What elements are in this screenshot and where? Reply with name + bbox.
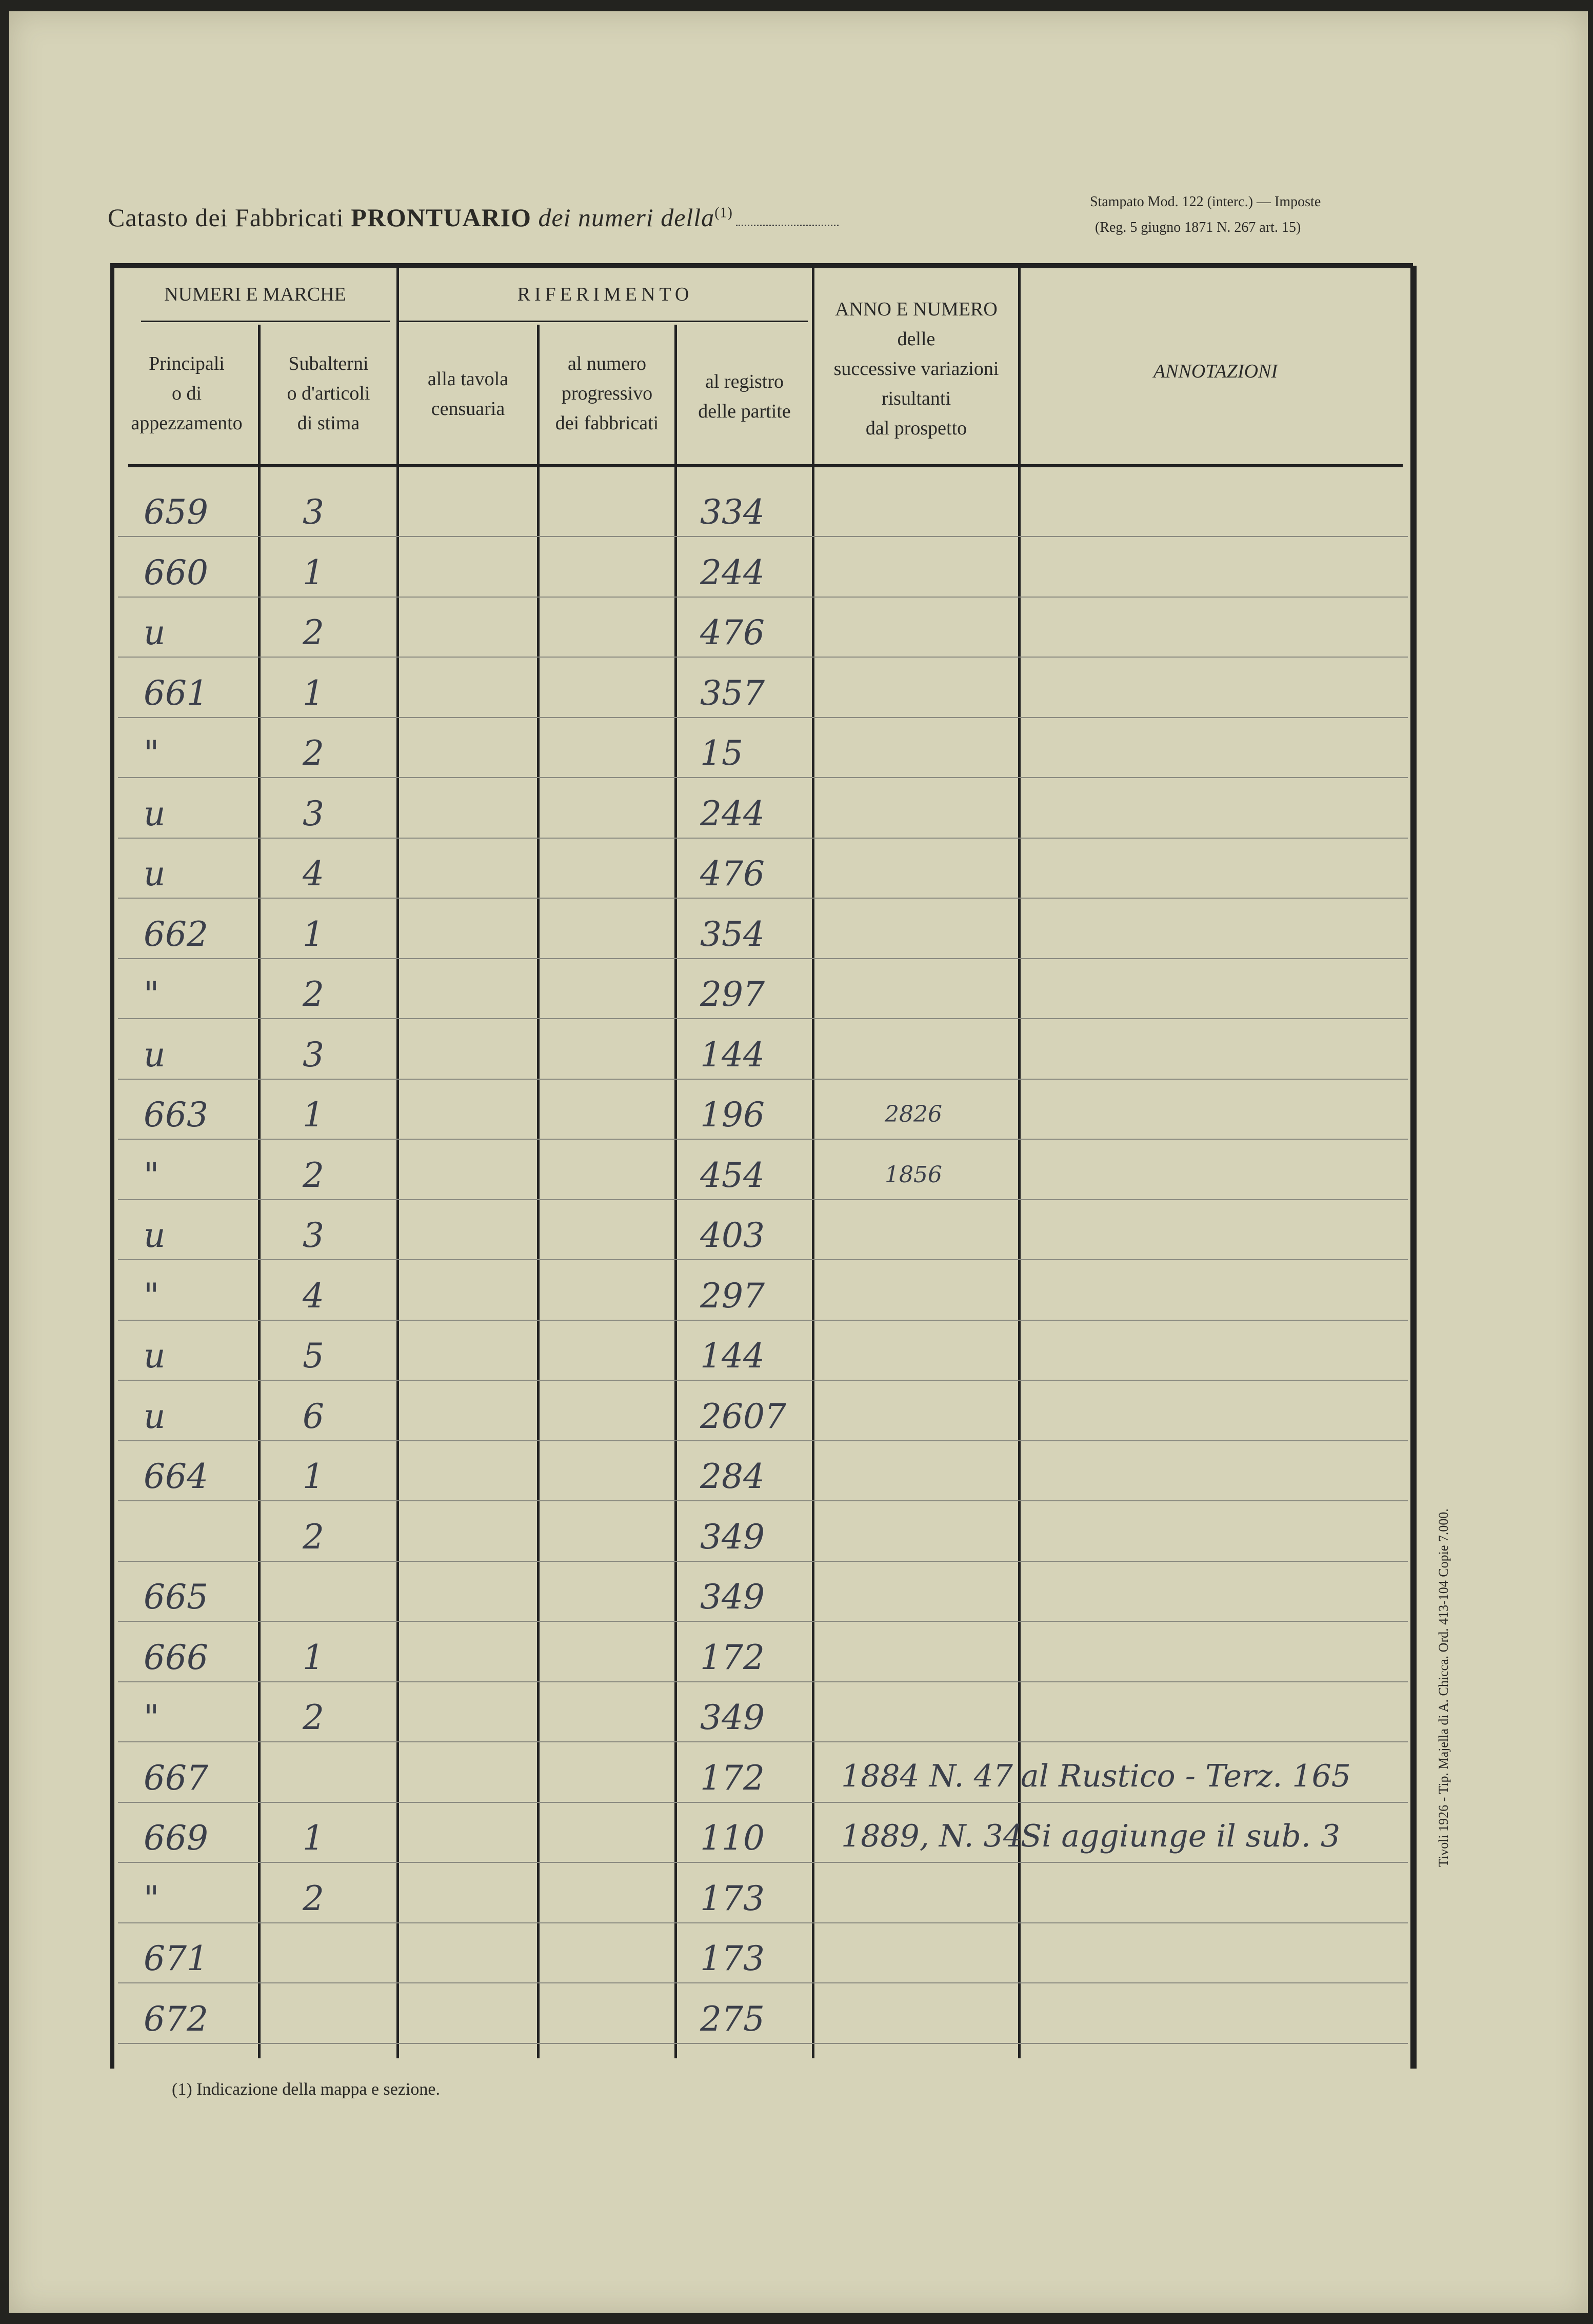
cell-subalterno: 1 <box>303 1637 324 1677</box>
col-divider-3 <box>537 325 540 2058</box>
cell-principale: u <box>144 793 166 833</box>
cell-registro: 297 <box>700 1276 765 1316</box>
cell-registro: 244 <box>700 793 765 833</box>
row-rule <box>118 1561 1408 1562</box>
header-annotazioni: ANNOTAZIONI <box>1153 361 1278 382</box>
cell-principale: " <box>144 975 160 1014</box>
row-rule <box>118 1259 1408 1260</box>
group-riferimento-underline <box>397 321 808 322</box>
row-rule <box>118 1982 1408 1983</box>
cell-principale: " <box>144 1155 160 1195</box>
header-subalterni: Subalterni o d'articoli di stima <box>287 353 370 434</box>
row-rule <box>118 1621 1408 1622</box>
row-rule <box>118 1018 1408 1019</box>
header-anno-numero: ANNO E NUMERO delle successive variazioni risultanti dal prospetto <box>833 299 999 439</box>
header-tavola: alla tavola censuaria <box>427 368 509 420</box>
table-top-border <box>110 263 1413 268</box>
row-rule <box>118 536 1408 537</box>
cell-anno: 1856 <box>885 1161 942 1188</box>
cell-subalterno: 3 <box>303 1216 324 1255</box>
header-registro: al registro delle partite <box>698 371 791 422</box>
cell-principale: " <box>144 1878 160 1918</box>
cell-registro: 172 <box>700 1637 765 1677</box>
cell-registro: 15 <box>700 733 743 773</box>
row-rule <box>118 1320 1408 1321</box>
cell-principale: 659 <box>144 492 208 532</box>
cell-registro: 275 <box>700 1999 765 2039</box>
row-rule <box>118 958 1408 959</box>
cell-principale: " <box>144 1698 160 1737</box>
row-rule <box>118 777 1408 778</box>
cell-registro: 2607 <box>700 1396 786 1436</box>
cell-anno: 1889, N. 34 <box>841 1818 1023 1854</box>
cell-registro: 172 <box>700 1758 765 1798</box>
cell-principale: u <box>144 613 166 652</box>
cell-subalterno: 2 <box>303 1517 324 1557</box>
row-rule <box>118 1079 1408 1080</box>
cell-registro: 349 <box>700 1517 765 1557</box>
row-rule <box>118 1500 1408 1501</box>
cell-subalterno: 3 <box>303 793 324 833</box>
header-numero-progressivo: al numero progressivo dei fabbricati <box>555 353 659 434</box>
cell-registro: 173 <box>700 1878 765 1918</box>
cell-registro: 284 <box>700 1457 765 1496</box>
cell-subalterno: 4 <box>303 1276 324 1316</box>
cell-subalterno: 2 <box>303 1155 324 1195</box>
cell-registro: 244 <box>700 552 765 592</box>
printer-imprint: Tivoli 1926 - Tip. Majella di A. Chicca. Ord. 413-104 Copie 7.000. <box>1436 1508 1451 1867</box>
cell-subalterno: 1 <box>303 1457 324 1496</box>
cell-principale: 671 <box>144 1939 208 1978</box>
footnote: (1) Indicazione della mappa e sezione. <box>172 2080 440 2099</box>
cell-subalterno: 1 <box>303 552 324 592</box>
header-principali: Principali o di appezzamento <box>131 353 243 434</box>
form-reference: Stampato Mod. 122 (interc.) — Imposte <box>1090 194 1321 210</box>
header-numeri-marche: NUMERI E MARCHE <box>164 284 346 305</box>
row-rule <box>118 1440 1408 1441</box>
title-bold: PRONTUARIO <box>351 203 531 232</box>
cell-registro: 357 <box>700 673 765 713</box>
row-rule <box>118 597 1408 598</box>
cell-principale: u <box>144 854 166 893</box>
regulation-reference: (Reg. 5 giugno 1871 N. 267 art. 15) <box>1095 220 1301 235</box>
cell-annotazione: al Rustico - Terz. 165 <box>1021 1758 1351 1794</box>
cell-principale: 666 <box>144 1637 208 1677</box>
cell-principale: u <box>144 1216 166 1255</box>
row-rule <box>118 1862 1408 1863</box>
cell-registro: 334 <box>700 492 765 532</box>
cell-registro: 349 <box>700 1698 765 1737</box>
cell-principale: 664 <box>144 1457 208 1496</box>
header-riferimento: RIFERIMENTO <box>517 284 693 305</box>
cell-principale: " <box>144 733 160 773</box>
col-divider-2 <box>396 266 399 2058</box>
cell-registro: 454 <box>700 1155 765 1195</box>
row-rule <box>118 898 1408 899</box>
cell-registro: 403 <box>700 1216 765 1255</box>
cell-subalterno: 2 <box>303 1878 324 1918</box>
cell-subalterno: 1 <box>303 1095 324 1135</box>
cell-principale: u <box>144 1396 166 1436</box>
row-rule <box>118 1199 1408 1200</box>
header-bottom-border <box>128 464 1403 467</box>
cell-subalterno: 2 <box>303 613 324 652</box>
row-rule <box>118 838 1408 839</box>
cell-registro: 297 <box>700 975 765 1014</box>
cell-registro: 354 <box>700 914 765 954</box>
cell-subalterno: 1 <box>303 1818 324 1858</box>
row-rule <box>118 1681 1408 1682</box>
cell-principale: 661 <box>144 673 208 713</box>
cell-principale: 669 <box>144 1818 208 1858</box>
row-rule <box>118 1139 1408 1140</box>
cell-principale: 672 <box>144 1999 208 2039</box>
title-note: (1) <box>714 205 733 221</box>
cell-registro: 144 <box>700 1336 765 1376</box>
row-rule <box>118 1741 1408 1742</box>
cell-subalterno: 3 <box>303 492 324 532</box>
cell-subalterno: 3 <box>303 1035 324 1075</box>
cell-subalterno: 4 <box>303 854 324 893</box>
cell-subalterno: 1 <box>303 673 324 713</box>
row-rule <box>118 1802 1408 1803</box>
cell-subalterno: 6 <box>303 1396 324 1436</box>
cell-principale: u <box>144 1336 166 1376</box>
col-divider-4 <box>674 325 677 2058</box>
row-rule <box>118 717 1408 718</box>
cell-registro: 110 <box>700 1818 765 1858</box>
page-title <box>108 203 839 232</box>
row-rule <box>118 1380 1408 1381</box>
cell-principale: 667 <box>144 1758 208 1798</box>
row-rule <box>118 2043 1408 2044</box>
title-italic: dei numeri della <box>538 203 715 232</box>
group-numeri-underline <box>141 321 390 322</box>
cell-annotazione: Si aggiunge il sub. 3 <box>1021 1818 1341 1854</box>
cell-anno: 2826 <box>885 1101 942 1127</box>
cell-subalterno: 2 <box>303 1698 324 1737</box>
cell-registro: 349 <box>700 1577 765 1617</box>
cell-registro: 476 <box>700 613 765 652</box>
title-prefix: Catasto dei Fabbricati <box>108 203 344 232</box>
cell-registro: 173 <box>700 1939 765 1978</box>
cell-subalterno: 2 <box>303 975 324 1014</box>
cell-registro: 196 <box>700 1095 765 1135</box>
cell-anno: 1884 N. 47 <box>841 1758 1013 1794</box>
cell-principale: 663 <box>144 1095 208 1135</box>
col-divider-1 <box>258 325 261 2058</box>
cell-registro: 144 <box>700 1035 765 1075</box>
row-rule <box>118 657 1408 658</box>
col-divider-5 <box>812 266 814 2058</box>
fill-in-dots <box>736 225 839 226</box>
left-border <box>110 266 114 2069</box>
cell-subalterno: 5 <box>303 1336 324 1376</box>
cell-principale: " <box>144 1276 160 1316</box>
cell-subalterno: 2 <box>303 733 324 773</box>
cell-registro: 476 <box>700 854 765 893</box>
cell-subalterno: 1 <box>303 914 324 954</box>
right-border <box>1410 266 1417 2069</box>
cell-principale: 660 <box>144 552 208 592</box>
row-rule <box>118 1922 1408 1923</box>
cell-principale: u <box>144 1035 166 1075</box>
cell-principale: 662 <box>144 914 208 954</box>
cell-principale: 665 <box>144 1577 208 1617</box>
